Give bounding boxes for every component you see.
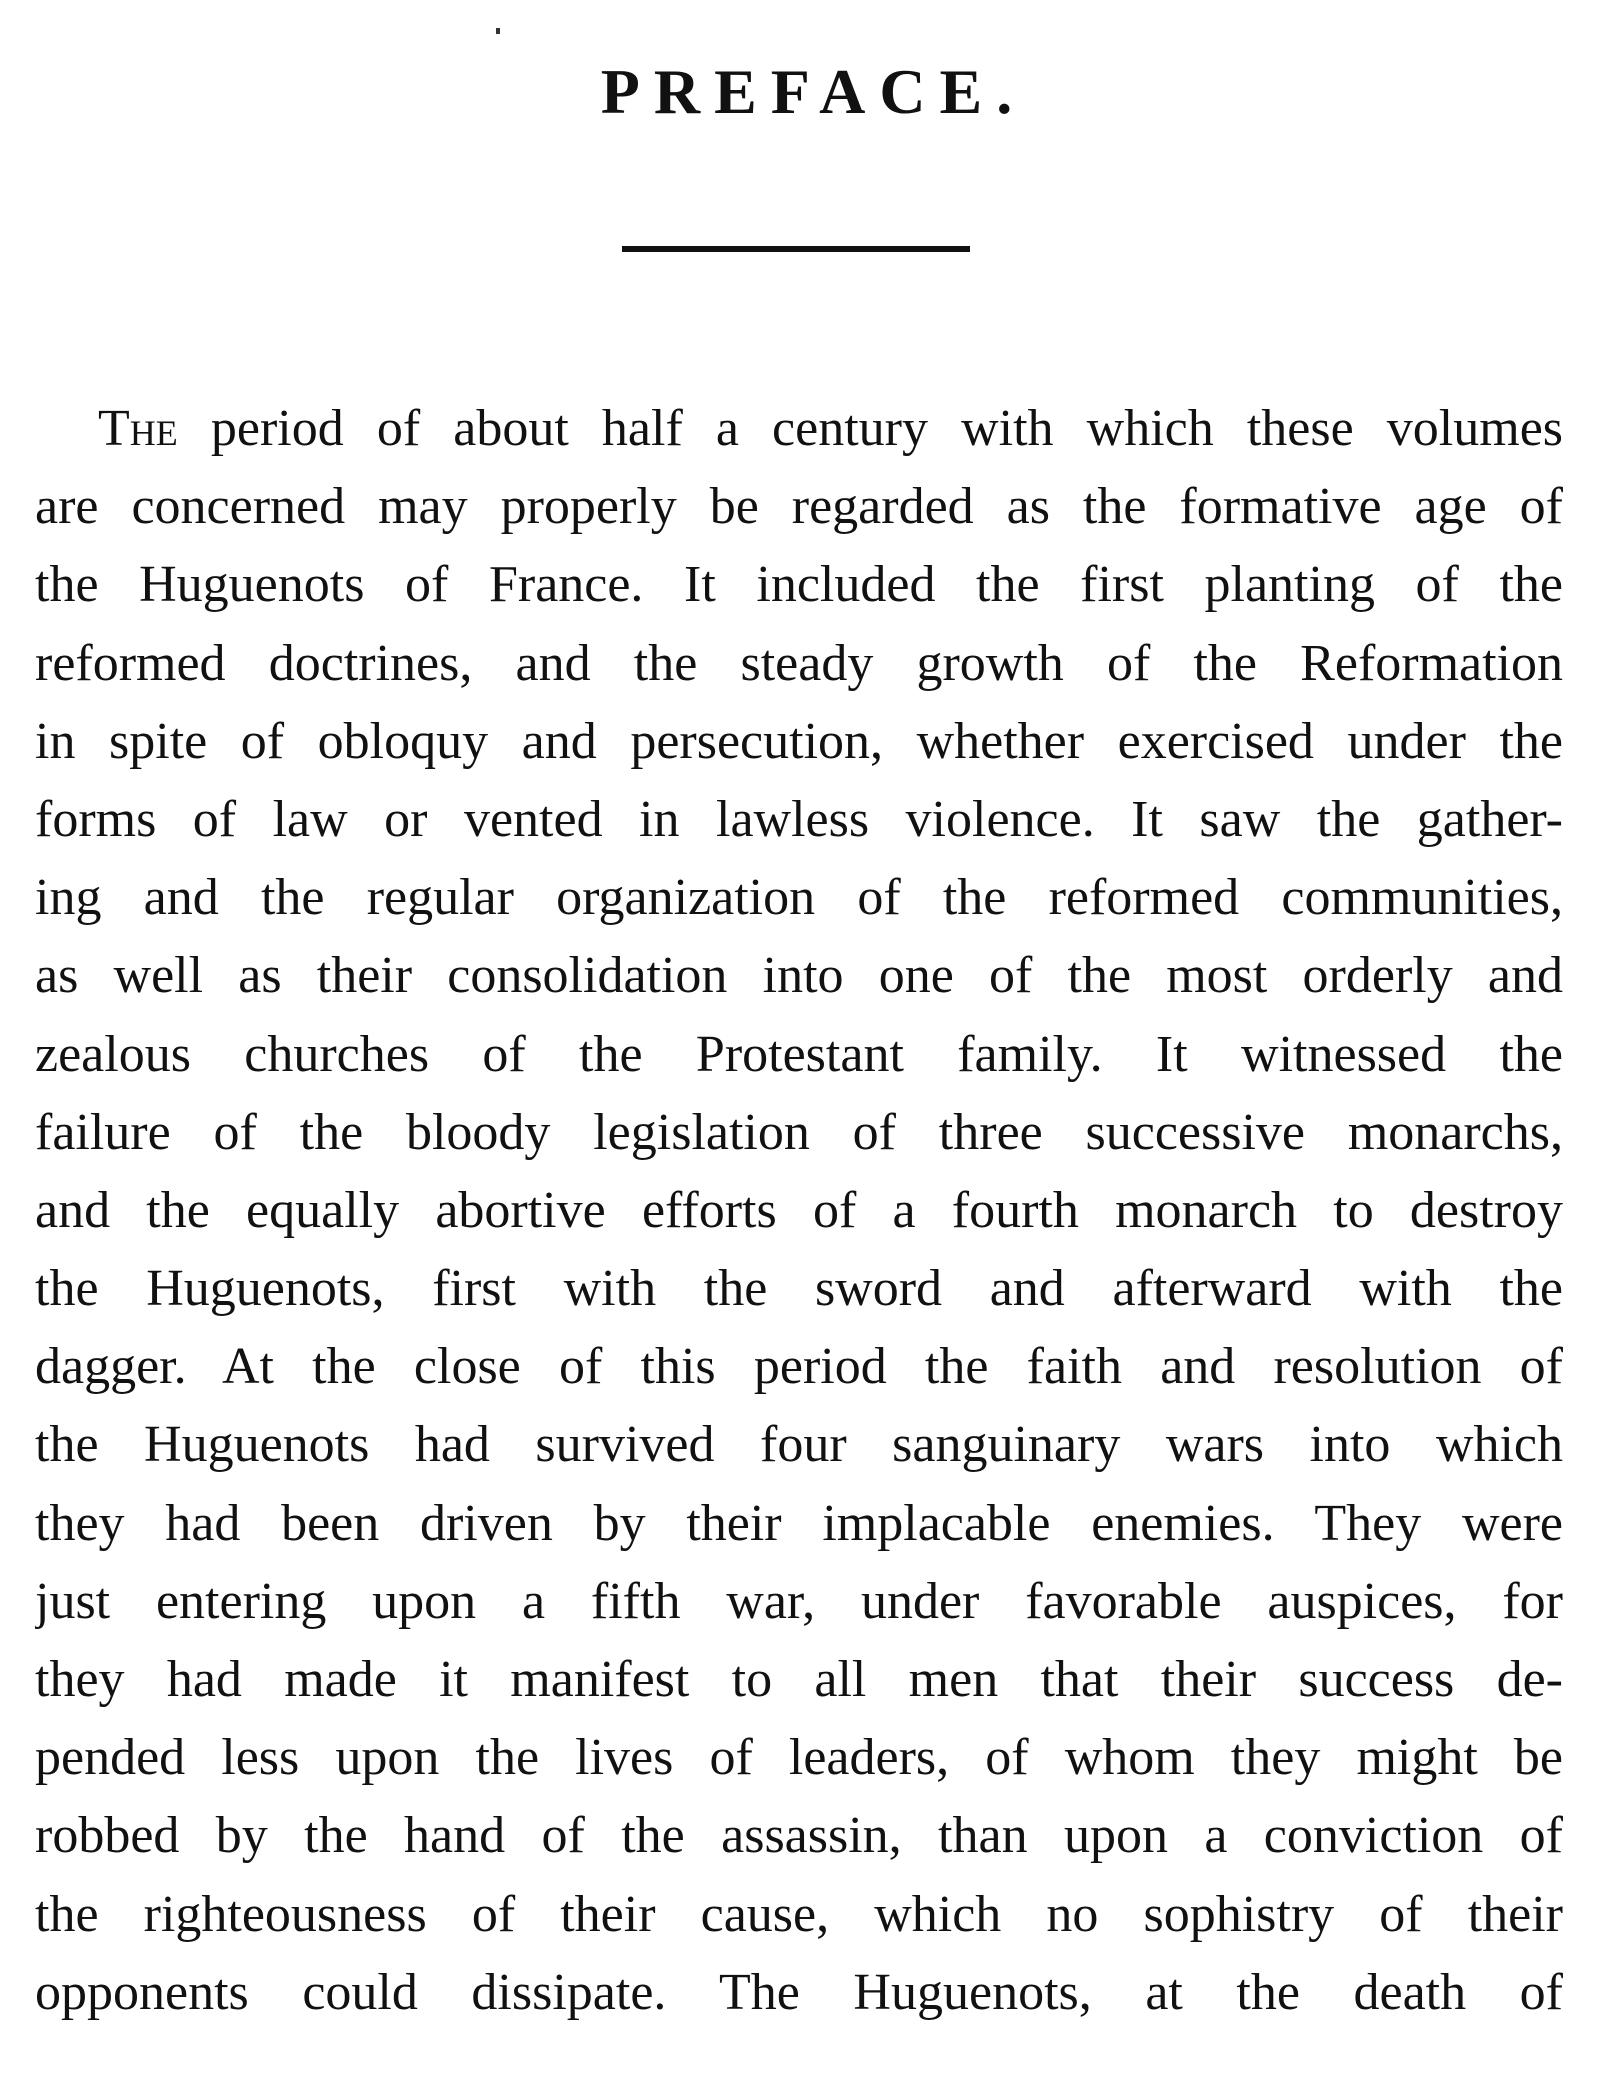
opening-word: The: [98, 400, 178, 457]
text-line-17: they had made it manifest to all men that their success de-: [35, 1651, 1563, 1708]
text-line-11: and the equally abortive efforts of a fourth monarch to destroy: [35, 1181, 1563, 1239]
text-line-12: the Huguenots, first with the sword and afterward with the: [35, 1260, 1563, 1318]
text-line-4: reformed doctrines, and the steady growth of the Reformation: [35, 634, 1563, 692]
ink-speck: [496, 28, 500, 34]
text-line-8: as well as their consolidation into one of the most orderly and: [35, 947, 1563, 1005]
text-line-10: failure of the bloody legislation of three successive monarchs,: [35, 1103, 1563, 1161]
text-line-1: [35, 390, 1563, 468]
text-line-14: the Huguenots had survived four sanguinary wars into which: [35, 1416, 1563, 1474]
text-line-2: are concerned may properly be regarded as the formative age of: [35, 478, 1563, 536]
text-line-3: the Huguenots of France. It included the first planting of the: [35, 556, 1563, 614]
text-line-19: robbed by the hand of the assassin, than upon a conviction of: [35, 1807, 1563, 1865]
text-line-7: ing and the regular organization of the reformed communities,: [35, 869, 1563, 927]
text-line-5: in spite of obloquy and persecution, whether exercised under the: [35, 712, 1563, 770]
title-divider: [622, 246, 970, 252]
text-line-20: the righteousness of their cause, which no sophistry of their: [35, 1885, 1563, 1943]
text-line-18: pended less upon the lives of leaders, of whom they might be: [35, 1729, 1563, 1787]
page-title: PREFACE.: [600, 56, 1027, 127]
first-line-text: period of about half a century with which these volumes: [210, 400, 1563, 457]
text-line-6: forms of law or vented in lawless violence. It saw the gather-: [35, 790, 1563, 848]
text-line-16: just entering upon a fifth war, under favorable auspices, for: [35, 1572, 1563, 1630]
text-line-13: dagger. At the close of this period the faith and resolution of: [35, 1338, 1563, 1396]
preface-body: [35, 390, 1563, 2032]
text-line-15: they had been driven by their implacable enemies. They were: [35, 1494, 1563, 1552]
text-line-9: zealous churches of the Protestant family. It witnessed the: [35, 1025, 1563, 1083]
text-line-21: opponents could dissipate. The Huguenots, at the death of: [35, 1963, 1563, 2021]
